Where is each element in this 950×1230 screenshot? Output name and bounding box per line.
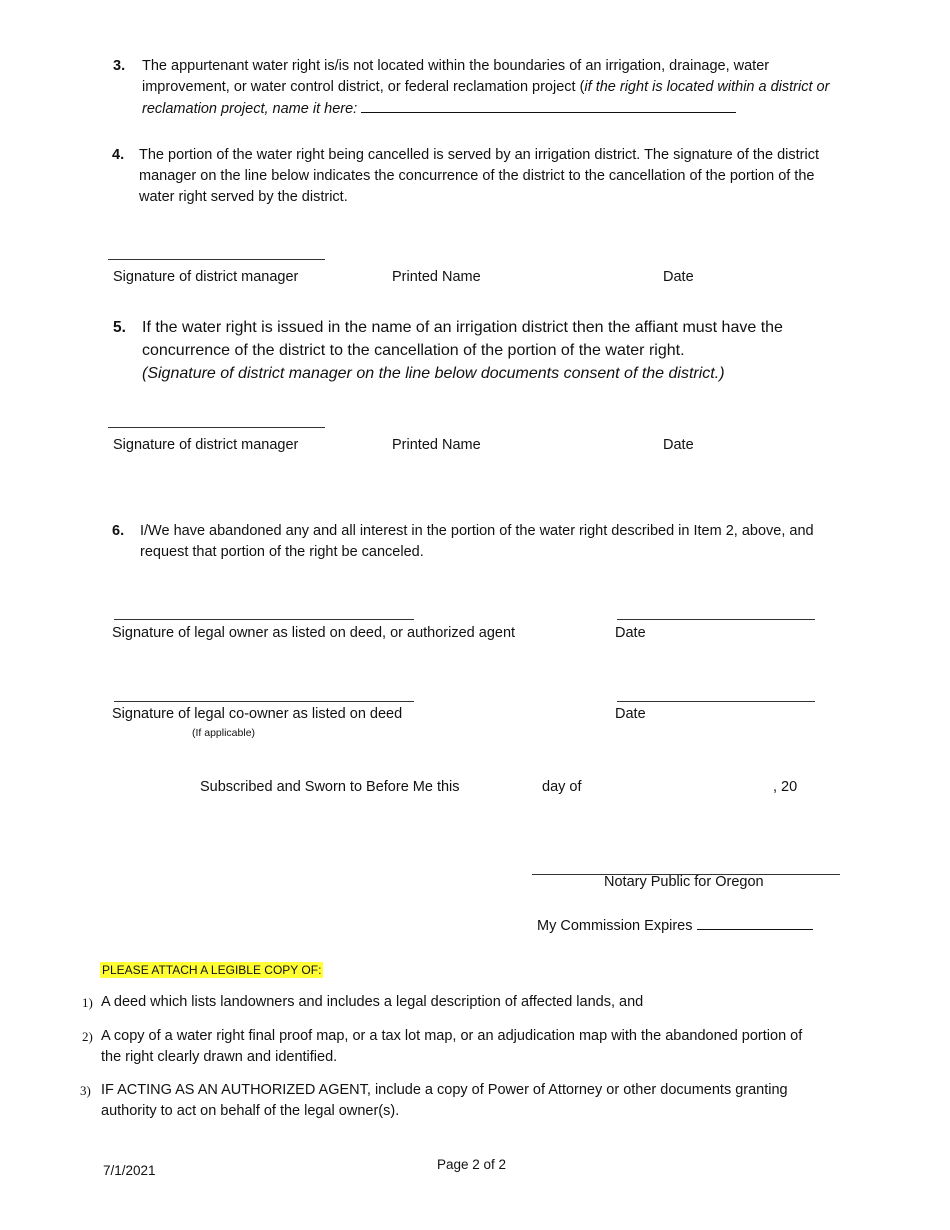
attach-item-3-number: 3) (80, 1083, 91, 1098)
item-6-number: 6. (112, 523, 125, 539)
commission-expires (537, 915, 813, 934)
item-5-italic: (Signature of district manager on the line below documents consent of the district.) (142, 365, 725, 382)
day-of-label: day of (542, 779, 582, 795)
attach-item-1-text: A deed which lists landowners and includes a legal description of affected lands, and (101, 994, 644, 1010)
item-5-body: If the water right is issued in the name of an irrigation district then the affiant must have the concurrence of the district to the cancellation of the portion of the water right. (142, 319, 783, 359)
owner-date-line[interactable] (617, 619, 815, 620)
item-3-body: The appurtenant water right is/is not located within the boundaries of an irrigation, drainage, water improvement, or water control district, or federal reclamation project ( (142, 58, 770, 95)
attach-item-2-text: A copy of a water right final proof map, or a tax lot map, or an adjudication map with the abandoned portion of the right clearly drawn and identified. (101, 1028, 803, 1065)
footer-date: 7/1/2021 (103, 1163, 156, 1178)
year-prefix: , 20 (773, 779, 798, 795)
notary-public-label: Notary Public for Oregon (604, 874, 764, 890)
coowner-if-applicable: (If applicable) (192, 727, 256, 739)
attach-item-3-text: IF ACTING AS AN AUTHORIZED AGENT, include a copy of Power of Attorney or other documents granting authority to act on behalf of the legal owner(s). (101, 1082, 788, 1119)
owner-date-label: Date (615, 625, 646, 641)
footer-page: Page 2 of 2 (437, 1157, 507, 1172)
owner-signature-line[interactable] (114, 619, 414, 620)
commission-expires-line[interactable] (697, 915, 813, 930)
item-4-number: 4. (112, 147, 125, 163)
attach-item-1-number: 1) (82, 995, 93, 1010)
sworn-text: Subscribed and Sworn to Before Me this (200, 779, 460, 795)
date-label-1: Date (663, 269, 694, 285)
district-manager-signature-line-1[interactable] (108, 259, 325, 260)
printed-name-label-1: Printed Name (392, 269, 481, 285)
date-label-2: Date (663, 437, 694, 453)
owner-signature-label: Signature of legal owner as listed on deed, or authorized agent (112, 625, 516, 641)
item-5-number: 5. (113, 319, 126, 336)
item-3-text (142, 56, 832, 120)
item-4-text: The portion of the water right being cancelled is served by an irrigation district. The signature of the district manager on the line below indicates the concurrence of the district to the cancellation of the portion of the water right served by the district. (139, 147, 819, 205)
printed-name-label-2: Printed Name (392, 437, 481, 453)
commission-expires-label: My Commission Expires (537, 918, 693, 934)
coowner-date-line[interactable] (617, 701, 815, 702)
item-3-number: 3. (113, 58, 126, 74)
district-manager-signature-label-2: Signature of district manager (113, 437, 299, 453)
item-3-italic: if the right is located within a district or reclamation project, name it here: (142, 79, 830, 117)
district-manager-signature-label-1: Signature of district manager (113, 269, 299, 285)
item-5-text (142, 316, 822, 385)
coowner-signature-label: Signature of legal co-owner as listed on deed (112, 706, 403, 722)
attach-item-2-number: 2) (82, 1029, 93, 1044)
coowner-date-label: Date (615, 706, 646, 722)
district-name-line[interactable] (361, 98, 736, 113)
coowner-signature-line[interactable] (114, 701, 414, 702)
district-manager-signature-line-2[interactable] (108, 427, 325, 428)
item-6-text: I/We have abandoned any and all interest in the portion of the water right described in Item 2, above, and request that portion of the right be canceled. (140, 523, 814, 560)
attach-heading: PLEASE ATTACH A LEGIBLE COPY OF: (102, 963, 322, 977)
